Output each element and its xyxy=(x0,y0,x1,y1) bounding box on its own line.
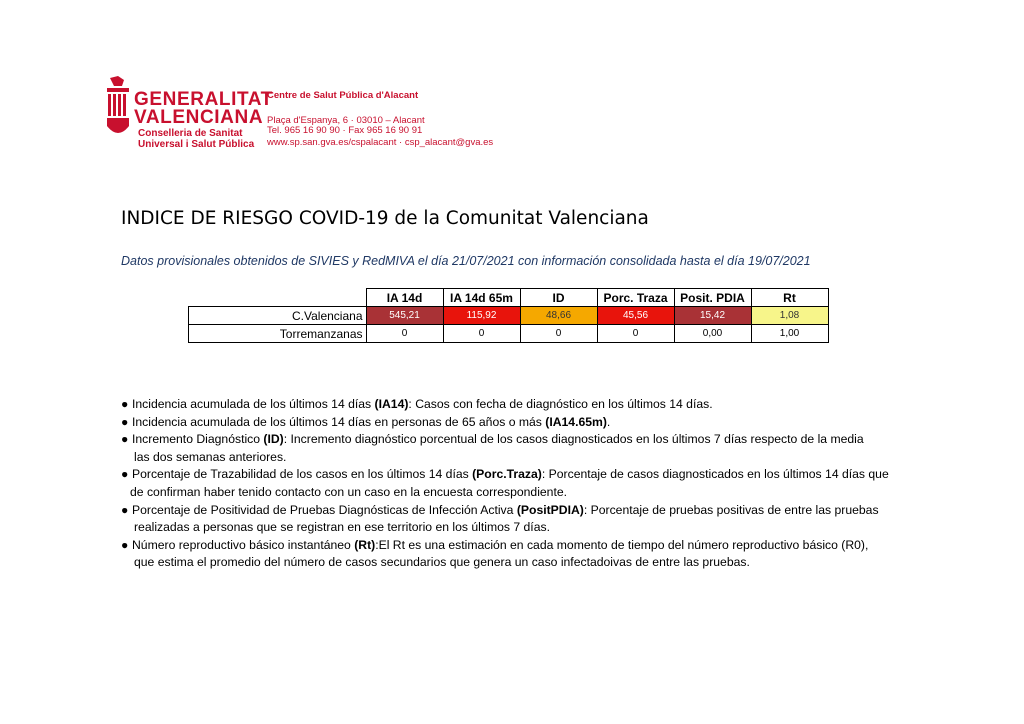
table-row xyxy=(189,307,829,325)
coat-of-arms-icon xyxy=(104,76,132,140)
table-row xyxy=(189,325,829,343)
logo-sub2: Universal i Salut Pública xyxy=(138,139,255,150)
def-text: Número reproductivo básico instantáneo xyxy=(132,537,355,552)
def-text: . xyxy=(606,414,611,429)
cell-ia14: 545,21 xyxy=(366,307,443,325)
cell-id: 0 xyxy=(520,325,597,343)
cell-ia14: 0 xyxy=(366,325,443,343)
def-continuation: realizadas a personas que se registran en ese territorio en los últimos 7 días. xyxy=(134,520,550,535)
list-item xyxy=(121,396,901,414)
bullet-icon: ● xyxy=(121,414,129,429)
generalitat-logo xyxy=(104,76,273,156)
bullet-icon: ● xyxy=(121,467,129,482)
row-name: Torremanzanas xyxy=(189,325,367,343)
list-item xyxy=(121,466,901,501)
def-abbr: (Porc.Traza) xyxy=(472,467,542,482)
bullet-icon: ● xyxy=(121,537,129,552)
def-text: : Porcentaje de casos diagnosticados en los últimos 14 días que xyxy=(541,467,889,482)
list-item xyxy=(121,502,901,537)
def-text: Porcentaje de Trazabilidad de los casos en los últimos 14 días xyxy=(132,467,473,482)
cell-rt: 1,08 xyxy=(751,307,828,325)
def-abbr: (Rt) xyxy=(354,537,376,552)
address-title: Centre de Salut Pública d'Alacant xyxy=(267,90,419,101)
def-abbr: (IA14) xyxy=(374,397,409,411)
address-line1: Plaça d'Espanya, 6 · 03010 – Alacant xyxy=(267,115,425,126)
address-line2: Tel. 965 16 90 90 · Fax 965 16 90 91 xyxy=(267,125,423,136)
def-abbr: (PositPDIA) xyxy=(516,502,584,517)
def-text: :El Rt es una estimación en cada momento de tiempo del número reproductivo básico (R0), xyxy=(375,537,869,552)
cell-posit-pdia: 15,42 xyxy=(674,307,751,325)
def-text: Porcentaje de Positividad de Pruebas Diagnósticas de Infección Activa xyxy=(132,502,517,517)
def-continuation: que estima el promedio del número de casos secundarios que genera un caso infectadoivas de entre las pruebas. xyxy=(134,555,750,570)
bullet-icon: ● xyxy=(121,502,129,517)
logo-line2: VALENCIANA xyxy=(134,107,264,128)
def-text: : Porcentaje de pruebas positivas de entre las pruebas xyxy=(583,502,879,517)
definitions-list xyxy=(121,396,901,572)
address-line3: www.sp.san.gva.es/cspalacant · csp_alacant@gva.es xyxy=(267,137,494,148)
table-header-row xyxy=(189,289,829,307)
def-text: : Incremento diagnóstico porcentual de los casos diagnosticados en los últimos 7 días respecto de la media xyxy=(283,432,864,447)
def-abbr: (IA14.65m) xyxy=(545,414,607,429)
header-posit-pdia: Posit. PDIA xyxy=(674,289,751,307)
risk-table xyxy=(188,288,829,343)
logo-sub1: Conselleria de Sanitat xyxy=(138,128,243,139)
def-continuation: las dos semanas anteriores. xyxy=(134,449,287,464)
def-abbr: (ID) xyxy=(263,432,284,447)
list-item xyxy=(121,414,901,432)
bullet-icon: ● xyxy=(121,397,129,411)
cell-porc-traza: 0 xyxy=(597,325,674,343)
def-text: Incremento Diagnóstico xyxy=(132,432,264,447)
cell-rt: 1,00 xyxy=(751,325,828,343)
cell-ia14-65m: 0 xyxy=(443,325,520,343)
def-continuation: de confirman haber tenido contacto con un caso en la encuesta correspondiente. xyxy=(130,484,568,499)
page-title: INDICE DE RIESGO COVID-19 de la Comunitat Valenciana xyxy=(121,208,649,229)
page-subtitle: Datos provisionales obtenidos de SIVIES y RedMIVA el día 21/07/2021 con información consolidada hasta el día 19/07/2021 xyxy=(121,254,811,268)
header-id: ID xyxy=(520,289,597,307)
cell-ia14-65m: 115,92 xyxy=(443,307,520,325)
def-text: Incidencia acumulada de los últimos 14 días xyxy=(132,397,375,411)
def-text: : Casos con fecha de diagnóstico en los últimos 14 días. xyxy=(408,397,713,411)
cell-posit-pdia: 0,00 xyxy=(674,325,751,343)
def-text: Incidencia acumulada de los últimos 14 días en personas de 65 años o más xyxy=(132,414,546,429)
header-rt: Rt xyxy=(751,289,828,307)
header-porc-traza: Porc. Traza xyxy=(597,289,674,307)
header-ia14-65m: IA 14d 65m xyxy=(443,289,520,307)
header-ia14: IA 14d xyxy=(366,289,443,307)
cell-id: 48,66 xyxy=(520,307,597,325)
cell-porc-traza: 45,56 xyxy=(597,307,674,325)
logo-line1: GENERALITAT xyxy=(134,89,273,110)
bullet-icon: ● xyxy=(121,432,129,447)
corner-cell xyxy=(189,289,367,307)
row-name: C.Valenciana xyxy=(189,307,367,325)
list-item xyxy=(121,431,901,466)
list-item xyxy=(121,537,901,572)
